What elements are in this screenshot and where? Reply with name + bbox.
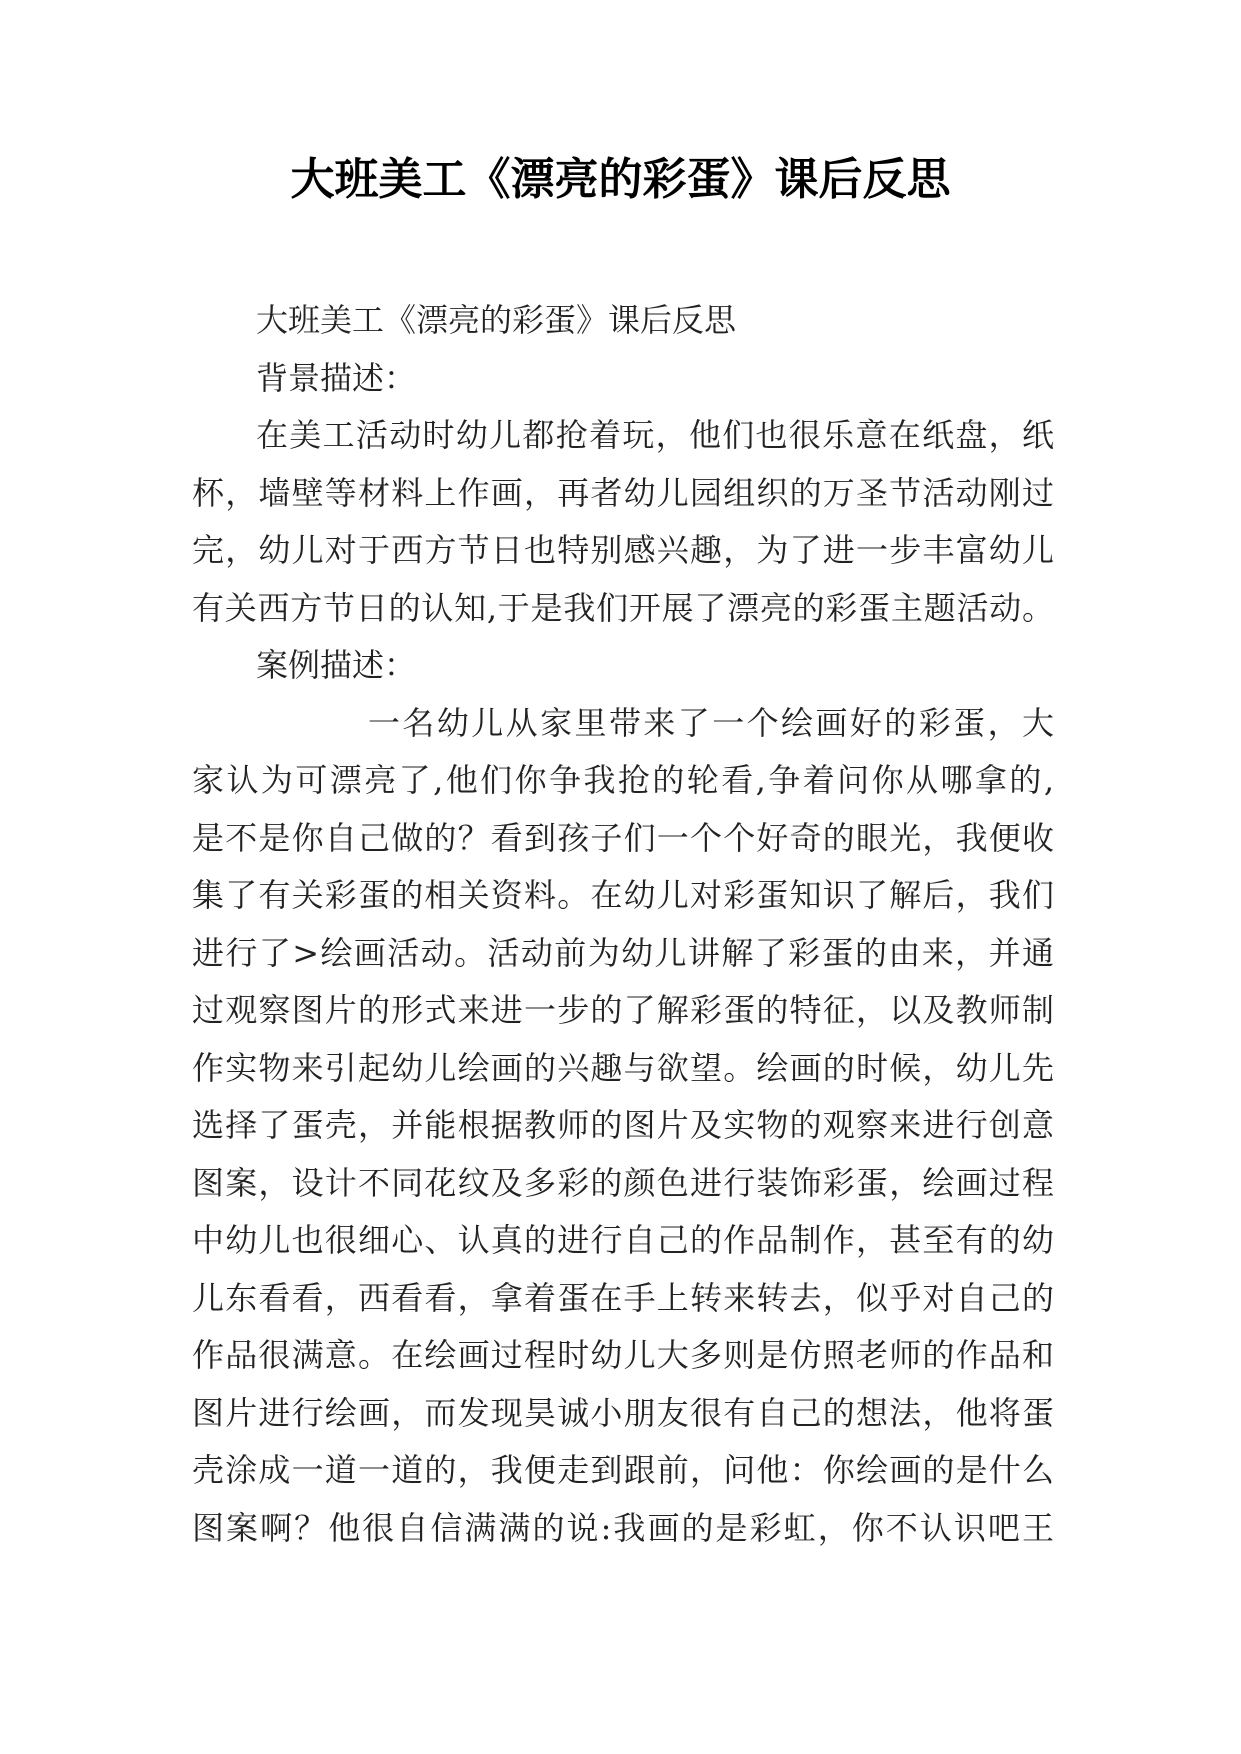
text-line: 儿东看看，西看看，拿着蛋在手上转来转去，似乎对自己的 — [192, 1278, 1054, 1317]
text-line: 家认为可漂亮了,他们你争我抢的轮看,争着问你从哪拿的, — [192, 761, 1054, 799]
text-line: 图片进行绘画，而发现昊诚小朋友很有自己的想法，他将蛋 — [192, 1393, 1054, 1432]
text-line: 集了有关彩蛋的相关资料。在幼儿对彩蛋知识了解后，我们 — [192, 876, 1054, 914]
text-line: 中幼儿也很细心、认真的进行自己的作品制作，甚至有的幼 — [192, 1221, 1054, 1259]
background-paragraph — [192, 407, 1054, 637]
text-line: 有关西方节日的认知,于是我们开展了漂亮的彩蛋主题活动。 — [192, 588, 1054, 627]
text-line: 壳涂成一道一道的，我便走到跟前，问他：你绘画的是什么 — [192, 1451, 1054, 1489]
case-paragraph — [192, 695, 1054, 1558]
text-line: 进行了>绘画活动。活动前为幼儿讲解了彩蛋的由来，并通 — [192, 933, 1054, 972]
text-line: 在美工活动时幼儿都抢着玩，他们也很乐意在纸盘，纸 — [256, 416, 1054, 454]
text-line: 是不是你自己做的？看到孩子们一个个好奇的眼光，我便收 — [192, 818, 1054, 857]
text-line: 一名幼儿从家里带来了一个绘画好的彩蛋，大 — [368, 703, 1054, 742]
text-line: 选择了蛋壳，并能根据教师的图片及实物的观察来进行创意 — [192, 1106, 1054, 1144]
case-heading: 案例描述： — [256, 646, 417, 684]
text-line: 图案啊？他很自信满满的说:我画的是彩虹，你不认识吧王 — [192, 1508, 1054, 1547]
text-line: 图案，设计不同花纹及多彩的颜色进行装饰彩蛋，绘画过程 — [192, 1163, 1054, 1202]
text-line: 过观察图片的形式来进一步的了解彩蛋的特征，以及教师制 — [192, 991, 1054, 1029]
document-body — [192, 292, 1054, 1557]
text-line: 杯，墙壁等材料上作画，再者幼儿园组织的万圣节活动刚过 — [192, 473, 1054, 512]
document-title: 大班美工《漂亮的彩蛋》课后反思 — [290, 154, 951, 205]
subtitle-paragraph: 大班美工《漂亮的彩蛋》课后反思 — [256, 301, 737, 339]
text-line: 完，幼儿对于西方节日也特别感兴趣，为了进一步丰富幼儿 — [192, 531, 1054, 569]
background-heading: 背景描述： — [256, 358, 417, 397]
text-line: 作品很满意。在绘画过程时幼儿大多则是仿照老师的作品和 — [192, 1336, 1054, 1374]
text-line: 作实物来引起幼儿绘画的兴趣与欲望。绘画的时候，幼儿先 — [192, 1048, 1054, 1087]
